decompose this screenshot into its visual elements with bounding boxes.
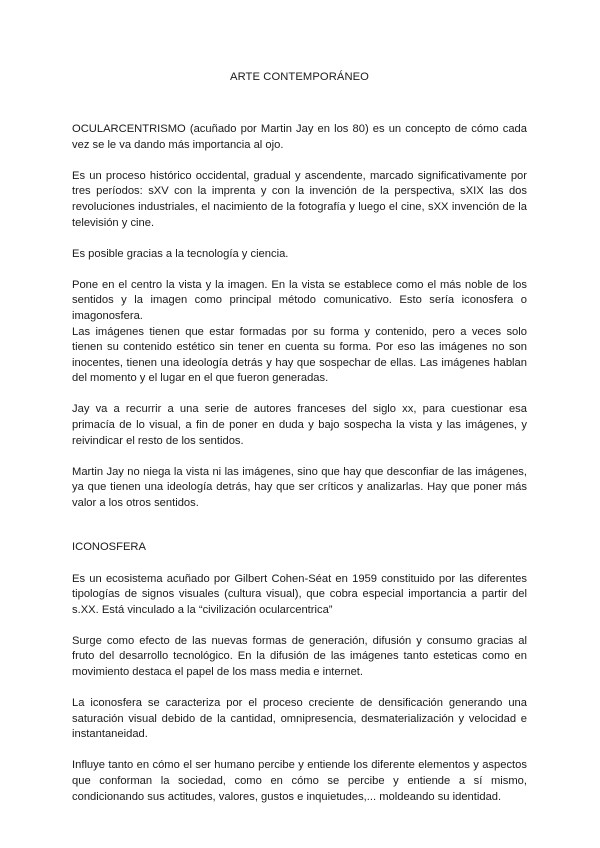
paragraph-vista-imagen: Pone en el centro la vista y la imagen. En la vista se establece como el más noble de los sentidos y la imagen como principal método comunicativo. Esto sería iconosfera o imagonosfera. bbox=[72, 278, 527, 322]
spacer bbox=[72, 511, 527, 540]
paragraph-iconosfera-caracteriza: La iconosfera se caracteriza por el proceso creciente de densificación generando una saturación visual debido de la cantidad, omnipresencia, desmaterialización y velocidad e instantaneidad. bbox=[72, 697, 527, 741]
paragraph-jay-vista: Martin Jay no niega la vista ni las imágenes, sino que hay que desconfiar de las imágenes, ya que tienen una ideología detrás, hay que ser críticos y analizarlas. Hay que poner más valor a los otros sentidos. bbox=[72, 465, 527, 509]
paragraph-iconosfera-surge: Surge como efecto de las nuevas formas de generación, difusión y consumo gracias al fruto del desarrollo tecnológico. En la difusión de las imágenes tanto esteticas como en movimiento destaca el papel de los mass media e internet. bbox=[72, 634, 527, 679]
section-heading-iconosfera: ICONOSFERA bbox=[72, 541, 146, 554]
spacer bbox=[72, 449, 527, 465]
spacer bbox=[72, 618, 527, 634]
paragraph-iconosfera-influye: Influye tanto en cómo el ser humano percibe y entiende los diferente elementos y aspectos que conforman la sociedad, como en cómo se percibe y entiende a sí mismo, condicionando sus actitudes, valores, gustos e inquietudes,... moldeando su identidad. bbox=[72, 759, 527, 803]
spacer bbox=[72, 681, 527, 697]
paragraph-iconosfera-definition: Es un ecosistema acuñado por Gilbert Cohen-Séat en 1959 constituido por las diferentes tipologías de signos visuales (cultura visual), que cobra especial importancia a partir del s.XX. Está vinculado a la “civilización ocularcentrica” bbox=[72, 572, 527, 616]
spacer bbox=[72, 262, 527, 278]
paragraph-imagenes-forma: Las imágenes tienen que estar formadas por su forma y contenido, pero a veces solo tienen su contenido estético sin tener en cuenta su forma. Por eso las imágenes no son inocentes, tienen una ideología detrás y hay que sospechar de ellas. Las imágenes hablan del momento y el lugar en el que fueron generadas. bbox=[72, 325, 527, 385]
spacer bbox=[72, 107, 527, 123]
paragraph-ocularcentrismo-definition: OCULARCENTRISMO (acuñado por Martin Jay en los 80) es un concepto de cómo cada vez se le va dando más importancia al ojo. bbox=[72, 123, 527, 151]
spacer bbox=[72, 743, 527, 759]
paragraph-historical-process: Es un proceso histórico occidental, gradual y ascendente, marcado significativamente por tres períodos: sXV con la imprenta y con la invención de la perspectiva, sXIX las dos revoluciones industriales, el nacimiento de la fotografía y luego el cine, sXX invención de la televisión y cine. bbox=[72, 169, 527, 229]
spacer bbox=[72, 153, 527, 169]
paragraph-jay-autores: Jay va a recurrir a una serie de autores franceses del siglo xx, para cuestionar esa primacía de lo visual, a fin de poner en duda y bajo sospecha la vista y las imágenes, y reivindicar el resto de los sentidos. bbox=[72, 403, 527, 447]
spacer bbox=[72, 231, 527, 247]
document-title: ARTE CONTEMPORÁNEO bbox=[230, 71, 369, 83]
paragraph-technology: Es posible gracias a la tecnología y ciencia. bbox=[72, 247, 289, 260]
document-body bbox=[72, 70, 527, 805]
spacer bbox=[72, 556, 527, 572]
spacer bbox=[72, 387, 527, 403]
